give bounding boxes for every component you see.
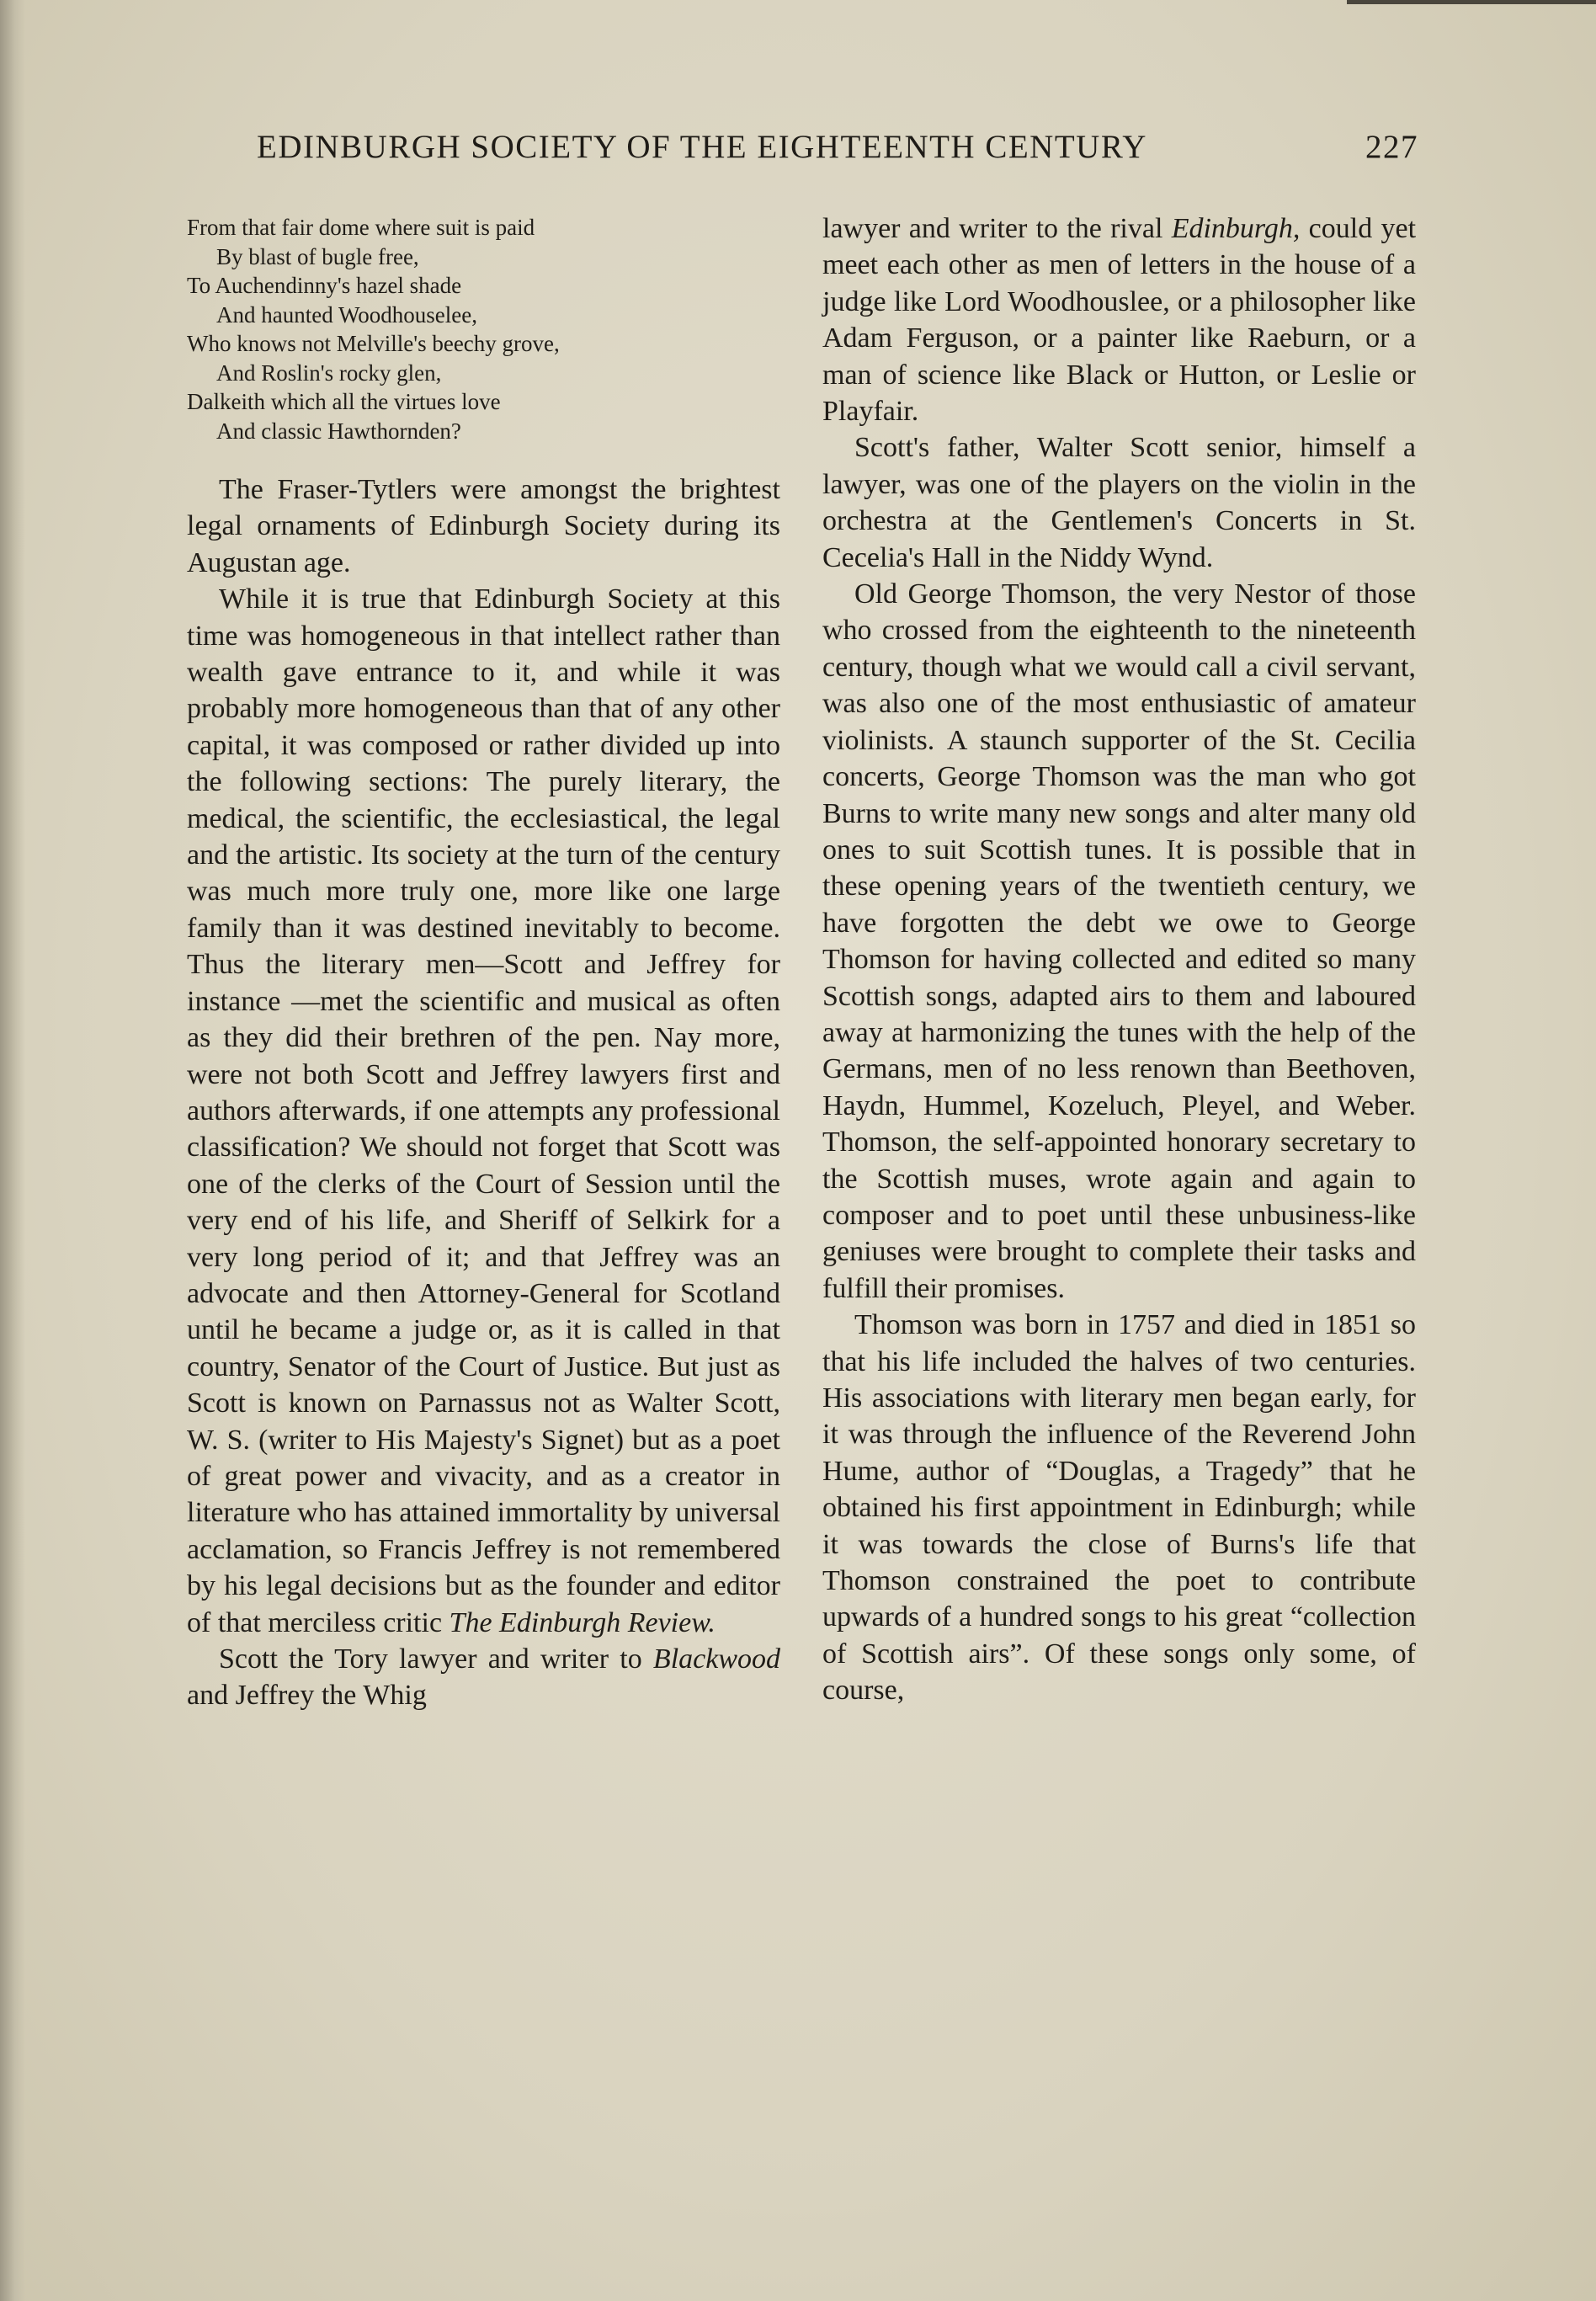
- poem-line: To Auchendinny's hazel shade: [187, 273, 462, 298]
- paragraph-scott-jeffrey: [187, 1641, 780, 1714]
- poem-excerpt: [187, 213, 780, 445]
- paragraph-george-thomson: Old George Thomson, the very Nestor of those who crossed from the eighteenth to the nineteenth century, though what we would call a civil servant, was also one of the most enthusiastic of amateur violinists. A staunch supporter of the St. Cecilia concerts, George Thomson was the man who got Burns to write many new songs and alter many old ones to suit Scottish tunes. It is possible that in these opening years of the twentieth century, we have forgotten the debt we owe to George Thomson for having collected and edited so many Scottish songs, adapted airs to them and laboured away at harmonizing the tunes with the help of the Germans, men of no less renown than Beethoven, Haydn, Hummel, Kozeluch, Pleyel, and Weber. Thomson, the self-appointed honorary secretary to the Scottish muses, wrote again and again to composer and to poet until these unbusiness-like geniuses were brought to complete their tasks and fulfill their promises.: [822, 578, 1416, 1304]
- page-binding-shadow: [0, 0, 25, 2301]
- paragraph-text: could yet meet each other as men of letters in the house of a judge like Lord Woodhouslee, or a philosopher like Adam Ferguson, or a painter like Raeburn, or a man of science like Black or Hutton, or Leslie or Playfair.: [822, 213, 1417, 428]
- poem-line: And classic Hawthornden?: [216, 418, 461, 444]
- poem-line: And haunted Woodhouselee,: [216, 301, 478, 328]
- journal-title-blackwood: Blackwood: [652, 1643, 780, 1675]
- poem-line: Who knows not Melville's beechy grove,: [187, 331, 560, 356]
- poem-line: By blast of bugle free,: [216, 243, 419, 269]
- paragraph-edinburgh-society: [187, 581, 780, 1641]
- page-number: 227: [1365, 129, 1418, 165]
- paragraph-text: Scott the Tory lawyer and writer to: [219, 1643, 642, 1675]
- right-column: [822, 210, 1416, 1709]
- poem-line: From that fair dome where suit is paid: [187, 215, 535, 240]
- paragraph-text: and Jeffrey the Whig: [187, 1680, 427, 1712]
- left-column: [187, 210, 780, 1714]
- poem-line: And Roslin's rocky glen,: [216, 360, 442, 386]
- paragraph-scott-jeffrey-continued: [822, 210, 1416, 429]
- page-top-edge: [1347, 0, 1596, 4]
- poem-line: Dalkeith which all the virtues love: [187, 389, 501, 414]
- running-head-title: EDINBURGH SOCIETY OF THE EIGHTEENTH CENTURY: [257, 129, 1147, 165]
- paragraph-scott-father: Scott's father, Walter Scott senior, himself a lawyer, was one of the players on the violin in the orchestra at the Gentlemen's Concerts in St. Cecelia's Hall in the Niddy Wynd.: [822, 432, 1416, 573]
- journal-title-edinburgh: Edinburgh,: [1171, 213, 1301, 244]
- journal-title-edinburgh-review: The Edinburgh Review.: [449, 1606, 716, 1638]
- paragraph-text: While it is true that Edinburgh Society at this time was homogeneous in that intellect rather than wealth gave entrance to it, and while it was probably more homogeneous than that of any other capital, it was composed or rather divided up into the following sections: The purely literary, the medical, the scientific, the ecclesiastical, the legal and the artistic. Its society at the turn of the century was much more truly one, more like one large family than it was destined inevitably to become. Thus the literary men—Scott and Jeffrey for instance —met the scientific and musical as often as they did their brethren of the pen. Nay more, were not both Scott and Jeffrey lawyers first and authors afterwards, if one attempts any professional classification? We should not forget that Scott was one of the clerks of the Court of Session until the very end of his life, and Sheriff of Selkirk for a very long period of it; and that Jeffrey was an advocate and then Attorney-General for Scotland until he became a judge or, as it is called in that country, Senator of the Court of Justice. But just as Scott is known on Parnassus not as Walter Scott, W. S. (writer to His Majesty's Signet) but as a poet of great power and vivacity, and as a creator in literature who has attained immortality by universal acclamation, so Francis Jeffrey is not remembered by his legal decisions but as the founder and editor of that merciless critic: [187, 583, 780, 1638]
- paragraph-thomson-born: Thomson was born in 1757 and died in 1851 so that his life included the halves of two centuries. His associations with literary men began early, for it was through the influence of the Reverend John Hume, author of “Douglas, a Tragedy” that he obtained his first appointment in Edinburgh; while it was towards the close of Burns's life that Thomson constrained the poet to contribute upwards of a hundred songs to his great “collection of Scottish airs”. Of these songs only some, of course,: [822, 1309, 1416, 1707]
- paragraph-fraser-tytlers: The Fraser-Tytlers were amongst the brightest legal ornaments of Edinburgh Society during its Augustan age.: [187, 474, 780, 578]
- paragraph-text: lawyer and writer to the rival: [822, 213, 1163, 244]
